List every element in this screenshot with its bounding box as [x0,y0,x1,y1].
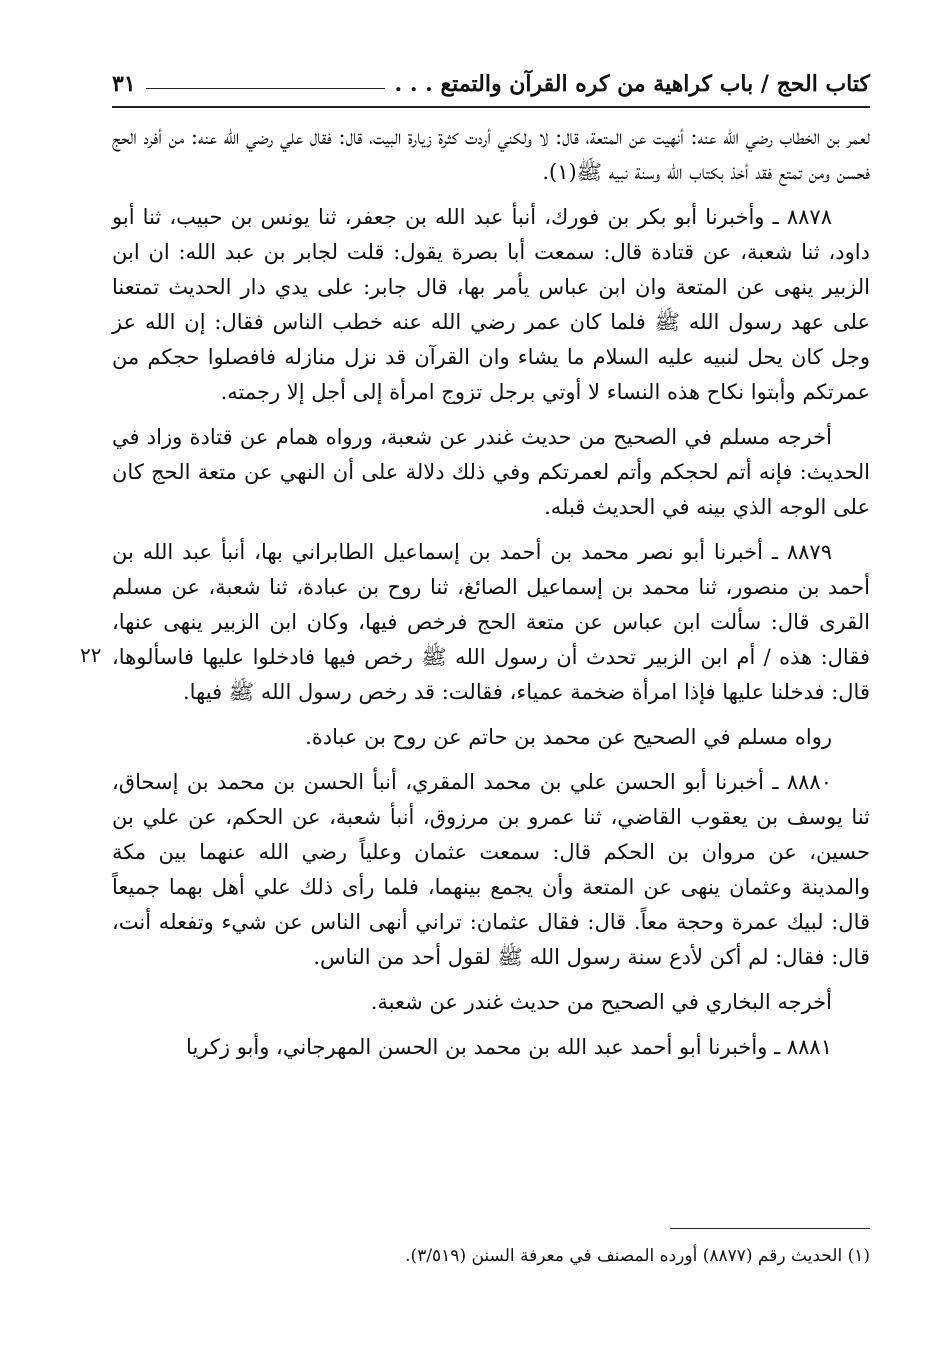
footnote-separator [670,1228,870,1229]
paragraph-wrapper [80,535,870,710]
page-number: ٣١ [112,71,136,97]
paragraph: ٨٨٧٩ ـ أخبرنا أبو نصر محمد بن أحمد بن إسماعيل الطابراني بها، أنبأ عبد الله بن أحمد بن منصور، ثنا محمد بن إسماعيل الصائغ، ثنا روح بن عبادة، ثنا شعبة، عن مسلم القرى قال: سألت ابن عباس عن متعة الحج فرخص فيها، وكان ابن الزبير ينهى عنها، فقال: هذه / أم ابن الزبير تحدث أن رسول الله ﷺ رخص فيها فادخلوا عليها فاسألوها، قال: فدخلنا عليها فإذا امرأة ضخمة عمياء، فقالت: قد رخص رسول الله ﷺ فيها. [112,540,870,704]
header-leader-line [146,88,385,89]
paragraph: لعمر بن الخطاب رضي الله عنه: أنهيت عن المتعة، قال: لا ولكني أردت كثرة زيارة البيت، قال: فقال علي رضي الله عنه: من أفرد الحج فحسن ومن تمتع فقد أخذ بكتاب الله وسنة نبيه ﷺ(١). [112,125,870,184]
running-header [112,62,870,108]
paragraph: ٨٨٨٠ ـ أخبرنا أبو الحسن علي بن محمد المقري، أنبأ الحسن بن محمد بن إسحاق، ثنا يوسف بن يعقوب القاضي، ثنا عمرو بن مرزوق، أنبأ شعبة، عن الحكم، عن علي بن حسين، عن مروان بن الحكم قال: سمعت عثمان وعلياً رضي الله عنهما بين مكة والمدينة وعثمان ينهى عن المتعة وأن يجمع بينهما، فلما رأى ذلك علي أهل بهما جميعاً قال: لبيك عمرة وحجة معاً. قال: فقال عثمان: تراني أنهى الناس عن شيء وتفعله أنت، قال: فقال: لم أكن لأدع سنة رسول الله ﷺ لقول أحد من الناس. [112,770,870,969]
book-page [80,62,870,1322]
paragraph: ٨٨٨١ ـ وأخبرنا أبو أحمد عبد الله بن محمد بن الحسن المهرجاني، وأبو زكريا [186,1035,832,1059]
paragraph: رواه مسلم في الصحيح عن محمد بن حاتم عن روح بن عبادة. [305,725,832,749]
page-body [80,120,870,1065]
paragraph: أخرجه مسلم في الصحيح من حديث غندر عن شعبة، ورواه همام عن قتادة وزاد في الحديث: فإنه أتم لحجكم وأتم لعمرتكم وفي ذلك دلالة على أن النهي عن متعة الحج كان على الوجه الذي بينه في الحديث قبله. [112,425,870,519]
paragraph: أخرجه البخاري في الصحيح من حديث غندر عن شعبة. [370,990,832,1014]
paragraph: ٨٨٧٨ ـ وأخبرنا أبو بكر بن فورك، أنبأ عبد الله بن جعفر، ثنا يونس بن حبيب، ثنا أبو داود، ثنا شعبة، عن قتادة قال: سمعت أبا بصرة يقول: قلت لجابر بن عبد الله: ان ابن الزبير ينهى عن المتعة وان ابن عباس يأمر بها، قال جابر: على يدي دار الحديث تمتعنا على عهد رسول الله ﷺ فلما كان عمر رضي الله عنه خطب الناس فقال: إن الله عز وجل كان يحل لنبيه عليه السلام ما يشاء وان القرآن قد نزل منازله فافصلوا حجكم من عمرتكم وأبتوا نكاح هذه النساء لا أوتي برجل تزوج امرأة إلى أجل إلا رجمته. [112,205,870,404]
chapter-title: كتاب الحج / باب كراهية من كره القرآن والتمتع . . . [394,71,870,97]
footnote: (١) الحديث رقم (٨٨٧٧) أورده المصنف في معرفة السنن (٣/٥١٩). [405,1246,870,1266]
margin-page-marker: ٢٢ [80,643,102,667]
